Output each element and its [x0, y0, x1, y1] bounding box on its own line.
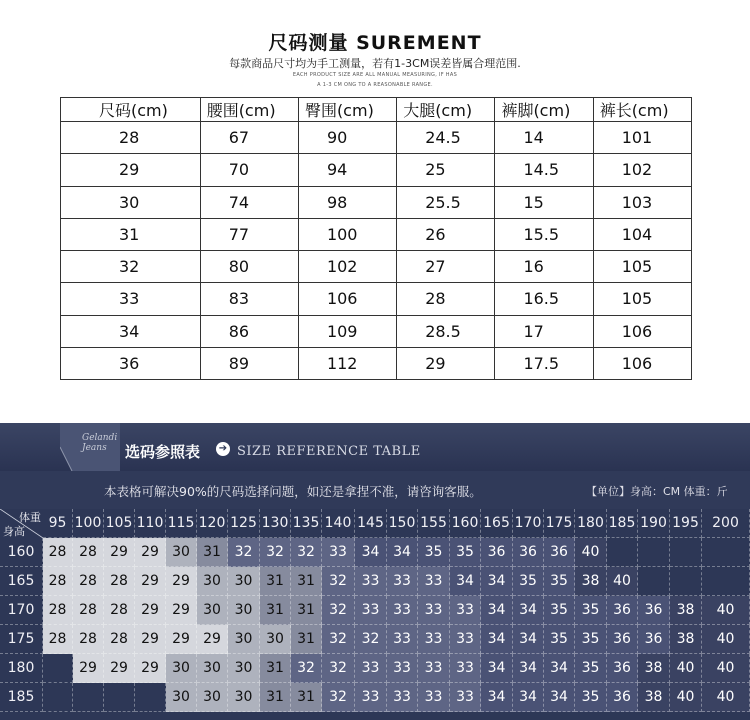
grid-cell: 32 — [322, 654, 355, 683]
grid-cell: 35 — [575, 596, 607, 625]
table-row — [61, 347, 692, 379]
grid-cell: 31 — [291, 596, 322, 625]
grid-cell: 29 — [135, 538, 166, 567]
grid-cell: 33 — [387, 596, 418, 625]
grid-cell: 34 — [513, 683, 544, 712]
table-cell: 102 — [593, 154, 691, 186]
column-header: 裤长(cm) — [593, 98, 691, 122]
weight-column-header: 125 — [228, 509, 260, 538]
grid-cell: 28 — [104, 625, 135, 654]
weight-axis-label: 体重 — [19, 511, 41, 524]
table-cell: 30 — [61, 186, 201, 218]
weight-column-header: 185 — [607, 509, 638, 538]
grid-cell: 38 — [670, 596, 702, 625]
weight-column-header: 195 — [670, 509, 702, 538]
column-header: 大腿(cm) — [397, 98, 495, 122]
height-row-label: 160 — [0, 538, 43, 567]
table-cell: 29 — [397, 347, 495, 379]
grid-cell: 36 — [607, 683, 638, 712]
grid-cell: 28 — [104, 596, 135, 625]
table-cell: 98 — [298, 186, 396, 218]
reference-info-text: 本表格可解决90%的尺码选择问题，如还是拿捏不准，请咨询客服。 — [104, 484, 482, 499]
grid-cell: 29 — [166, 567, 197, 596]
grid-cell: 30 — [228, 683, 260, 712]
table-cell: 77 — [200, 218, 298, 250]
reference-title: 选码参照表 — [125, 443, 201, 461]
table-row — [61, 186, 692, 218]
grid-cell: 34 — [481, 596, 513, 625]
grid-cell: 30 — [197, 596, 228, 625]
grid-cell: 33 — [418, 567, 450, 596]
grid-cell: 38 — [670, 625, 702, 654]
page-title: 尺码测量 SUREMENT — [268, 32, 482, 54]
table-cell: 27 — [397, 251, 495, 283]
table-cell: 102 — [298, 251, 396, 283]
table-cell: 74 — [200, 186, 298, 218]
grid-cell — [702, 567, 750, 596]
grid-cell: 33 — [450, 625, 481, 654]
grid-cell: 32 — [291, 654, 322, 683]
grid-cell: 31 — [260, 683, 291, 712]
table-cell: 109 — [298, 315, 396, 347]
table-cell: 17 — [495, 315, 593, 347]
grid-cell: 30 — [228, 625, 260, 654]
grid-cell: 35 — [575, 625, 607, 654]
table-cell: 105 — [593, 251, 691, 283]
grid-cell: 28 — [43, 625, 73, 654]
grid-cell: 29 — [104, 538, 135, 567]
grid-cell: 33 — [387, 625, 418, 654]
weight-column-header: 100 — [73, 509, 104, 538]
table-cell: 15.5 — [495, 218, 593, 250]
grid-cell: 35 — [544, 567, 575, 596]
grid-cell: 33 — [450, 683, 481, 712]
grid-cell — [638, 567, 670, 596]
grid-cell: 34 — [355, 538, 387, 567]
grid-cell: 31 — [291, 567, 322, 596]
weight-column-header: 190 — [638, 509, 670, 538]
grid-cell: 28 — [43, 596, 73, 625]
grid-cell: 34 — [481, 567, 513, 596]
height-row-label: 175 — [0, 625, 43, 654]
weight-column-header: 165 — [481, 509, 513, 538]
table-cell: 17.5 — [495, 347, 593, 379]
grid-cell — [104, 683, 135, 712]
grid-cell: 40 — [702, 596, 750, 625]
grid-cell: 33 — [355, 567, 387, 596]
grid-cell: 34 — [513, 625, 544, 654]
column-header: 尺码(cm) — [61, 98, 201, 122]
table-cell: 28 — [397, 283, 495, 315]
table-row — [61, 315, 692, 347]
grid-cell — [670, 538, 702, 567]
grid-cell: 29 — [135, 596, 166, 625]
page-subtitle: 每款商品尺寸均为手工测量，若有1-3CM误差皆属合理范围. — [229, 57, 521, 70]
table-cell: 90 — [298, 122, 396, 154]
grid-cell: 29 — [166, 596, 197, 625]
height-row-label: 165 — [0, 567, 43, 596]
grid-cell: 34 — [544, 654, 575, 683]
grid-cell: 33 — [418, 596, 450, 625]
grid-cell: 33 — [322, 538, 355, 567]
grid-cell: 30 — [197, 683, 228, 712]
table-cell: 26 — [397, 218, 495, 250]
grid-cell: 29 — [135, 625, 166, 654]
grid-cell: 38 — [575, 567, 607, 596]
grid-cell: 29 — [135, 567, 166, 596]
weight-column-header: 105 — [104, 509, 135, 538]
grid-cell: 40 — [702, 654, 750, 683]
grid-cell: 34 — [387, 538, 418, 567]
grid-cell: 40 — [702, 683, 750, 712]
grid-cell: 36 — [544, 538, 575, 567]
weight-column-header: 145 — [355, 509, 387, 538]
table-cell: 34 — [61, 315, 201, 347]
arrow-right-icon: ➔ — [216, 442, 230, 456]
grid-cell: 40 — [670, 654, 702, 683]
weight-column-header: 175 — [544, 509, 575, 538]
reference-info-bar — [0, 471, 750, 509]
size-table-header-row — [61, 98, 692, 122]
table-cell: 106 — [298, 283, 396, 315]
grid-cell: 30 — [228, 567, 260, 596]
table-cell: 14.5 — [495, 154, 593, 186]
weight-column-header: 150 — [387, 509, 418, 538]
grid-cell: 28 — [73, 625, 104, 654]
grid-cell: 31 — [260, 596, 291, 625]
grid-cell: 31 — [291, 683, 322, 712]
grid-cell: 33 — [450, 654, 481, 683]
size-reference-section — [0, 423, 750, 720]
size-table — [60, 97, 692, 380]
weight-column-header: 115 — [166, 509, 197, 538]
grid-cell: 33 — [355, 596, 387, 625]
weight-column-header: 155 — [418, 509, 450, 538]
table-cell: 28.5 — [397, 315, 495, 347]
grid-cell: 34 — [544, 683, 575, 712]
height-row-label: 170 — [0, 596, 43, 625]
grid-cell: 34 — [481, 654, 513, 683]
unit-label: 【单位】身高：CM 体重：斤 — [586, 485, 728, 498]
grid-cell: 35 — [544, 596, 575, 625]
grid-cell — [43, 654, 73, 683]
table-cell: 67 — [200, 122, 298, 154]
grid-cell — [702, 538, 750, 567]
grid-cell: 33 — [418, 625, 450, 654]
grid-cell: 30 — [197, 567, 228, 596]
grid-cell: 35 — [513, 567, 544, 596]
grid-cell: 32 — [322, 683, 355, 712]
table-cell: 104 — [593, 218, 691, 250]
grid-cell: 28 — [73, 596, 104, 625]
table-cell: 103 — [593, 186, 691, 218]
table-cell: 24.5 — [397, 122, 495, 154]
column-header: 臀围(cm) — [298, 98, 396, 122]
grid-cell: 32 — [355, 625, 387, 654]
grid-cell — [135, 683, 166, 712]
weight-column-header: 95 — [43, 509, 73, 538]
grid-cell: 29 — [104, 654, 135, 683]
grid-cell: 36 — [607, 596, 638, 625]
column-header: 腰围(cm) — [200, 98, 298, 122]
grid-cell: 35 — [575, 683, 607, 712]
grid-cell: 36 — [481, 538, 513, 567]
size-reference-grid — [0, 509, 750, 720]
grid-cell: 34 — [450, 567, 481, 596]
grid-cell: 30 — [166, 654, 197, 683]
table-cell: 32 — [61, 251, 201, 283]
height-row-label: 180 — [0, 654, 43, 683]
weight-column-header: 180 — [575, 509, 607, 538]
grid-cell: 34 — [513, 596, 544, 625]
grid-cell: 30 — [260, 625, 291, 654]
grid-cell: 40 — [575, 538, 607, 567]
grid-corner — [0, 509, 43, 538]
grid-cell — [638, 538, 670, 567]
grid-cell: 31 — [291, 625, 322, 654]
grid-cell: 28 — [43, 567, 73, 596]
grid-cell: 33 — [387, 683, 418, 712]
grid-cell: 35 — [544, 625, 575, 654]
grid-cell: 33 — [418, 654, 450, 683]
grid-cell: 32 — [291, 538, 322, 567]
table-cell: 25 — [397, 154, 495, 186]
grid-cell: 32 — [260, 538, 291, 567]
grid-cell: 30 — [197, 654, 228, 683]
reference-banner — [0, 423, 750, 471]
table-row — [61, 283, 692, 315]
grid-cell: 30 — [228, 654, 260, 683]
table-cell: 31 — [61, 218, 201, 250]
weight-column-header: 120 — [197, 509, 228, 538]
table-cell: 89 — [200, 347, 298, 379]
grid-cell: 30 — [228, 596, 260, 625]
grid-cell: 32 — [322, 625, 355, 654]
grid-cell: 33 — [450, 596, 481, 625]
grid-cell: 30 — [166, 683, 197, 712]
table-row — [61, 218, 692, 250]
brand-logo: Gelandi Jeans — [82, 433, 118, 453]
weight-column-header: 130 — [260, 509, 291, 538]
table-row — [61, 154, 692, 186]
grid-cell: 30 — [166, 538, 197, 567]
table-cell: 70 — [200, 154, 298, 186]
table-cell: 105 — [593, 283, 691, 315]
grid-cell: 40 — [670, 683, 702, 712]
grid-cell: 40 — [702, 625, 750, 654]
table-row — [61, 122, 692, 154]
grid-cell: 29 — [166, 625, 197, 654]
grid-cell: 34 — [481, 683, 513, 712]
grid-cell: 33 — [355, 654, 387, 683]
table-cell: 36 — [61, 347, 201, 379]
grid-cell — [670, 567, 702, 596]
weight-column-header: 110 — [135, 509, 166, 538]
grid-cell: 36 — [638, 596, 670, 625]
table-cell: 15 — [495, 186, 593, 218]
grid-cell: 31 — [260, 567, 291, 596]
table-cell: 16 — [495, 251, 593, 283]
table-cell: 16.5 — [495, 283, 593, 315]
grid-cell: 35 — [418, 538, 450, 567]
table-cell: 14 — [495, 122, 593, 154]
table-cell: 101 — [593, 122, 691, 154]
height-axis-label: 身高 — [3, 525, 25, 538]
grid-cell: 32 — [228, 538, 260, 567]
grid-cell: 35 — [450, 538, 481, 567]
grid-cell: 40 — [607, 567, 638, 596]
grid-cell: 34 — [481, 625, 513, 654]
grid-cell: 33 — [387, 654, 418, 683]
grid-cell: 36 — [638, 625, 670, 654]
grid-cell: 33 — [418, 683, 450, 712]
table-cell: 106 — [593, 315, 691, 347]
grid-cell: 36 — [513, 538, 544, 567]
table-cell: 25.5 — [397, 186, 495, 218]
grid-cell: 33 — [387, 567, 418, 596]
column-header: 裤脚(cm) — [495, 98, 593, 122]
grid-cell: 29 — [197, 625, 228, 654]
grid-cell: 34 — [513, 654, 544, 683]
grid-cell: 28 — [43, 538, 73, 567]
weight-column-header: 135 — [291, 509, 322, 538]
table-cell: 29 — [61, 154, 201, 186]
reference-title-english: SIZE REFERENCE TABLE — [237, 444, 421, 459]
grid-cell: 28 — [73, 567, 104, 596]
table-cell: 80 — [200, 251, 298, 283]
english-note-line2: A 1-3 CM ONG TO A REASONABLE RANGE. — [317, 82, 433, 88]
grid-cell: 35 — [575, 654, 607, 683]
weight-column-header: 170 — [513, 509, 544, 538]
grid-cell: 28 — [73, 538, 104, 567]
grid-cell: 31 — [260, 654, 291, 683]
table-cell: 33 — [61, 283, 201, 315]
grid-cell: 32 — [322, 567, 355, 596]
table-cell: 94 — [298, 154, 396, 186]
weight-column-header: 140 — [322, 509, 355, 538]
grid-cell: 29 — [135, 654, 166, 683]
grid-cell: 28 — [104, 567, 135, 596]
table-cell: 106 — [593, 347, 691, 379]
grid-cell: 38 — [638, 654, 670, 683]
grid-cell: 36 — [607, 654, 638, 683]
table-cell: 86 — [200, 315, 298, 347]
grid-cell: 32 — [322, 596, 355, 625]
weight-column-header: 200 — [702, 509, 750, 538]
table-cell: 83 — [200, 283, 298, 315]
english-note-line1: EACH PRODUCT SIZE ARE ALL MANUAL MEASURING, IF HAS — [292, 72, 458, 78]
table-cell: 28 — [61, 122, 201, 154]
table-cell: 100 — [298, 218, 396, 250]
grid-cell — [607, 538, 638, 567]
grid-cell: 31 — [197, 538, 228, 567]
grid-cell: 29 — [73, 654, 104, 683]
grid-cell: 38 — [638, 683, 670, 712]
weight-column-header: 160 — [450, 509, 481, 538]
grid-cell: 36 — [607, 625, 638, 654]
grid-cell — [73, 683, 104, 712]
table-row — [61, 251, 692, 283]
height-row-label: 185 — [0, 683, 43, 712]
grid-cell — [43, 683, 73, 712]
table-cell: 112 — [298, 347, 396, 379]
grid-cell: 33 — [355, 683, 387, 712]
